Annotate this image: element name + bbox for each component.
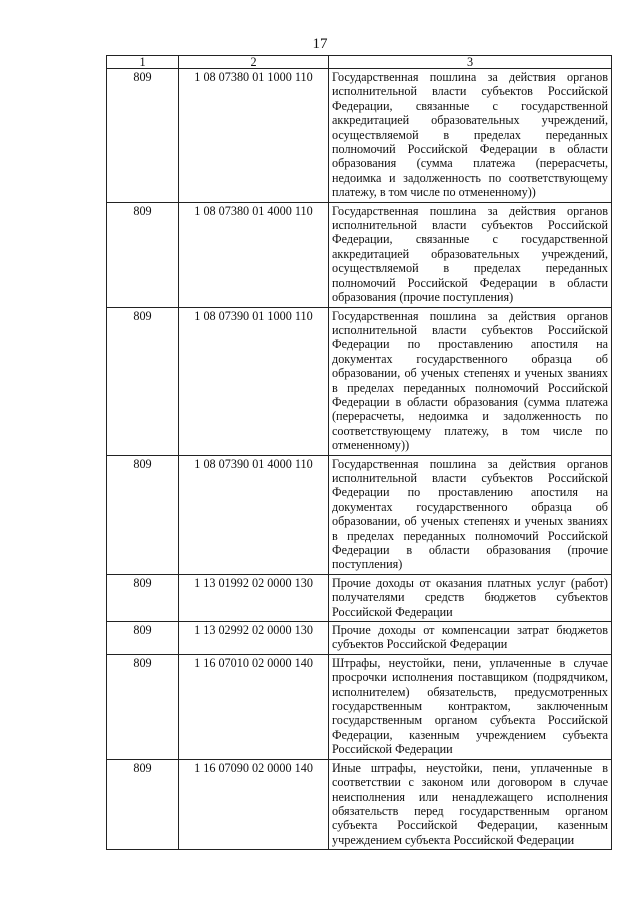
page-number: 17 [312, 36, 328, 52]
revenue-name-cell: Прочие доходы от компенсации затрат бюджетов субъектов Российской Федерации [329, 622, 612, 655]
table-row [107, 622, 612, 655]
table-row [107, 574, 612, 621]
column-header-3: 3 [329, 56, 612, 69]
kbk-code-cell: 1 16 07090 02 0000 140 [179, 759, 329, 849]
admin-code-cell: 809 [107, 307, 179, 455]
kbk-code-cell: 1 08 07390 01 1000 110 [179, 307, 329, 455]
revenue-name-cell: Штрафы, неустойки, пени, уплаченные в случае просрочки исполнения поставщиком (подрядчиком, исполнителем) обязательств, предусмотренных государственным контрактом, заключенным государственным органом субъекта Российской Федерации, казенным учреждением субъекта Российской Федерации [329, 654, 612, 759]
revenue-name-cell: Государственная пошлина за действия органов исполнительной власти субъектов Российской Федерации, связанные с государственной аккредитацией образовательных учреждений, осуществляемой в пределах переданных полномочий Российской Федерации в области образования (прочие поступления) [329, 202, 612, 307]
kbk-code-cell: 1 13 02992 02 0000 130 [179, 622, 329, 655]
revenue-codes-table [106, 55, 612, 850]
revenue-name-cell: Государственная пошлина за действия органов исполнительной власти субъектов Российской Федерации по проставлению апостиля на документах государственного образца об образовании, об ученых степенях и ученых званиях в пределах переданных полномочий Российской Федерации в области образования (прочие поступления) [329, 455, 612, 574]
admin-code-cell: 809 [107, 759, 179, 849]
admin-code-cell: 809 [107, 455, 179, 574]
table-row [107, 759, 612, 849]
admin-code-cell: 809 [107, 622, 179, 655]
column-header-2: 2 [179, 56, 329, 69]
admin-code-cell: 809 [107, 202, 179, 307]
admin-code-cell: 809 [107, 654, 179, 759]
table-row [107, 455, 612, 574]
kbk-code-cell: 1 08 07390 01 4000 110 [179, 455, 329, 574]
table-row [107, 307, 612, 455]
table-header-row [107, 56, 612, 69]
table-row [107, 202, 612, 307]
table-row [107, 69, 612, 203]
revenue-name-cell: Прочие доходы от оказания платных услуг (работ) получателями средств бюджетов субъектов Российской Федерации [329, 574, 612, 621]
table-row [107, 654, 612, 759]
revenue-name-cell: Иные штрафы, неустойки, пени, уплаченные в соответствии с законом или договором в случае неисполнения или ненадлежащего исполнения обязательств перед государственным органом субъекта Российской Федерации, казенным учреждением субъекта Российской Федерации [329, 759, 612, 849]
kbk-code-cell: 1 08 07380 01 4000 110 [179, 202, 329, 307]
revenue-name-cell: Государственная пошлина за действия органов исполнительной власти субъектов Российской Федерации по проставлению апостиля на документах государственного образца об образовании, об ученых степенях и ученых званиях в пределах переданных полномочий Российской Федерации в области образования (сумма платежа (перерасчеты, недоимка и задолженность по соответствующему платежу, в том числе по отмененному)) [329, 307, 612, 455]
column-header-1: 1 [107, 56, 179, 69]
admin-code-cell: 809 [107, 574, 179, 621]
kbk-code-cell: 1 16 07010 02 0000 140 [179, 654, 329, 759]
kbk-code-cell: 1 08 07380 01 1000 110 [179, 69, 329, 203]
kbk-code-cell: 1 13 01992 02 0000 130 [179, 574, 329, 621]
admin-code-cell: 809 [107, 69, 179, 203]
revenue-name-cell: Государственная пошлина за действия органов исполнительной власти субъектов Российской Федерации, связанные с государственной аккредитацией образовательных учреждений, осуществляемой в пределах переданных полномочий Российской Федерации в области образования (сумма платежа (перерасчеты, недоимка и задолженность по соответствующему платежу, в том числе по отмененному)) [329, 69, 612, 203]
